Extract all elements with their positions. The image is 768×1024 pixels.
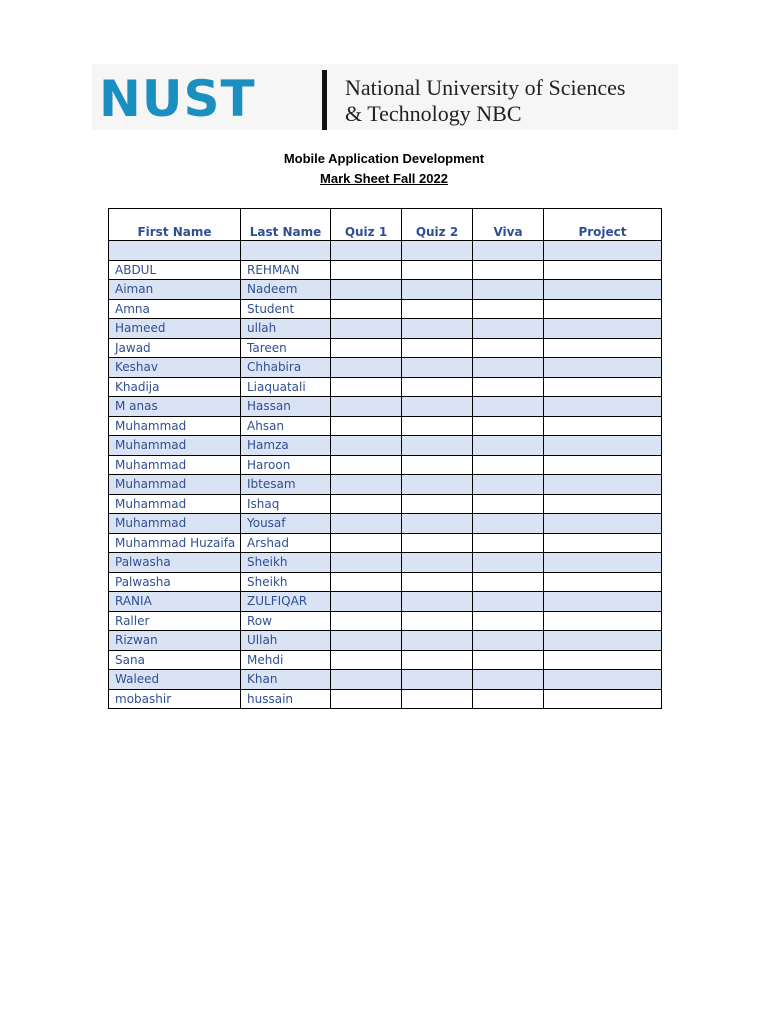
project-cell <box>544 260 662 280</box>
quiz-1-cell <box>331 260 402 280</box>
first-name-cell: Hameed <box>109 319 241 339</box>
project-cell <box>544 611 662 631</box>
first-name-cell: RANIA <box>109 592 241 612</box>
quiz-1-cell <box>331 592 402 612</box>
quiz-1-cell <box>331 553 402 573</box>
first-name-cell: Palwasha <box>109 572 241 592</box>
project-cell <box>544 299 662 319</box>
viva-cell <box>473 572 544 592</box>
course-title: Mobile Application Development <box>283 151 485 166</box>
quiz-2-cell <box>402 553 473 573</box>
project-cell <box>544 572 662 592</box>
viva-cell <box>473 494 544 514</box>
university-name-line2: & Technology NBC <box>345 101 522 126</box>
project-cell <box>544 241 662 261</box>
table-row <box>109 611 662 631</box>
table-row <box>109 436 662 456</box>
last-name-cell: Yousaf <box>241 514 331 534</box>
viva-cell <box>473 319 544 339</box>
project-cell <box>544 436 662 456</box>
last-name-cell: Liaquatali <box>241 377 331 397</box>
table-row <box>109 260 662 280</box>
project-cell <box>544 455 662 475</box>
project-cell <box>544 416 662 436</box>
last-name-cell: Hassan <box>241 397 331 417</box>
quiz-2-cell <box>402 436 473 456</box>
table-row <box>109 280 662 300</box>
last-name-cell: Ibtesam <box>241 475 331 495</box>
project-cell <box>544 494 662 514</box>
last-name-cell: ullah <box>241 319 331 339</box>
project-cell <box>544 650 662 670</box>
project-cell <box>544 689 662 709</box>
project-cell <box>544 358 662 378</box>
last-name-cell: Nadeem <box>241 280 331 300</box>
quiz-1-cell <box>331 358 402 378</box>
project-cell <box>544 533 662 553</box>
last-name-cell: hussain <box>241 689 331 709</box>
project-cell <box>544 592 662 612</box>
quiz-2-cell <box>402 260 473 280</box>
first-name-cell: Rizwan <box>109 631 241 651</box>
viva-cell <box>473 533 544 553</box>
header-project: Project <box>544 209 662 241</box>
university-name-line1: National University of Sciences <box>345 75 626 100</box>
quiz-2-cell <box>402 280 473 300</box>
table-row <box>109 358 662 378</box>
quiz-2-cell <box>402 533 473 553</box>
quiz-2-cell <box>402 670 473 690</box>
viva-cell <box>473 553 544 573</box>
quiz-1-cell <box>331 280 402 300</box>
quiz-2-cell <box>402 241 473 261</box>
last-name-cell: Khan <box>241 670 331 690</box>
mark-sheet-table <box>108 208 662 709</box>
quiz-2-cell <box>402 299 473 319</box>
quiz-2-cell <box>402 475 473 495</box>
table-row <box>109 397 662 417</box>
quiz-1-cell <box>331 338 402 358</box>
project-cell <box>544 670 662 690</box>
first-name-cell: Muhammad Huzaifa <box>109 533 241 553</box>
quiz-1-cell <box>331 455 402 475</box>
table-row <box>109 475 662 495</box>
quiz-1-cell <box>331 494 402 514</box>
quiz-1-cell <box>331 611 402 631</box>
viva-cell <box>473 455 544 475</box>
table-header-row <box>109 209 662 241</box>
first-name-cell: Muhammad <box>109 514 241 534</box>
viva-cell <box>473 260 544 280</box>
table-row <box>109 377 662 397</box>
table-row <box>109 650 662 670</box>
last-name-cell: Ullah <box>241 631 331 651</box>
quiz-1-cell <box>331 650 402 670</box>
nust-logo: NUST <box>99 70 256 128</box>
table-row <box>109 338 662 358</box>
last-name-cell: Sheikh <box>241 553 331 573</box>
quiz-1-cell <box>331 377 402 397</box>
first-name-cell: Jawad <box>109 338 241 358</box>
quiz-1-cell <box>331 631 402 651</box>
project-cell <box>544 338 662 358</box>
quiz-2-cell <box>402 455 473 475</box>
last-name-cell: Mehdi <box>241 650 331 670</box>
last-name-cell: ZULFIQAR <box>241 592 331 612</box>
project-cell <box>544 397 662 417</box>
quiz-2-cell <box>402 592 473 612</box>
table-row <box>109 689 662 709</box>
last-name-cell <box>241 241 331 261</box>
first-name-cell: Aiman <box>109 280 241 300</box>
quiz-2-cell <box>402 416 473 436</box>
quiz-2-cell <box>402 611 473 631</box>
first-name-cell: Waleed <box>109 670 241 690</box>
first-name-cell: Raller <box>109 611 241 631</box>
first-name-cell: mobashir <box>109 689 241 709</box>
quiz-2-cell <box>402 358 473 378</box>
last-name-cell: Arshad <box>241 533 331 553</box>
project-cell <box>544 377 662 397</box>
last-name-cell: Haroon <box>241 455 331 475</box>
quiz-2-cell <box>402 689 473 709</box>
university-name <box>345 75 685 127</box>
project-cell <box>544 280 662 300</box>
first-name-cell: M anas <box>109 397 241 417</box>
quiz-1-cell <box>331 475 402 495</box>
first-name-cell <box>109 241 241 261</box>
table-row <box>109 670 662 690</box>
first-name-cell: Muhammad <box>109 436 241 456</box>
viva-cell <box>473 299 544 319</box>
project-cell <box>544 514 662 534</box>
last-name-cell: Hamza <box>241 436 331 456</box>
table-row <box>109 572 662 592</box>
viva-cell <box>473 670 544 690</box>
quiz-1-cell <box>331 319 402 339</box>
quiz-1-cell <box>331 416 402 436</box>
viva-cell <box>473 338 544 358</box>
viva-cell <box>473 358 544 378</box>
last-name-cell: Row <box>241 611 331 631</box>
table-body <box>109 241 662 709</box>
quiz-1-cell <box>331 572 402 592</box>
project-cell <box>544 553 662 573</box>
last-name-cell: Student <box>241 299 331 319</box>
table-row <box>109 299 662 319</box>
viva-cell <box>473 689 544 709</box>
quiz-1-cell <box>331 436 402 456</box>
last-name-cell: Tareen <box>241 338 331 358</box>
last-name-cell: REHMAN <box>241 260 331 280</box>
header-quiz-2: Quiz 2 <box>402 209 473 241</box>
first-name-cell: Muhammad <box>109 416 241 436</box>
viva-cell <box>473 514 544 534</box>
quiz-2-cell <box>402 650 473 670</box>
table-row <box>109 514 662 534</box>
last-name-cell: Ahsan <box>241 416 331 436</box>
viva-cell <box>473 475 544 495</box>
viva-cell <box>473 241 544 261</box>
first-name-cell: Muhammad <box>109 494 241 514</box>
quiz-2-cell <box>402 319 473 339</box>
quiz-1-cell <box>331 533 402 553</box>
table-row <box>109 416 662 436</box>
project-cell <box>544 319 662 339</box>
viva-cell <box>473 611 544 631</box>
viva-cell <box>473 631 544 651</box>
first-name-cell: Muhammad <box>109 455 241 475</box>
quiz-2-cell <box>402 494 473 514</box>
quiz-2-cell <box>402 631 473 651</box>
sheet-title: Mark Sheet Fall 2022 <box>320 171 448 186</box>
quiz-1-cell <box>331 689 402 709</box>
header-quiz-1: Quiz 1 <box>331 209 402 241</box>
table-row <box>109 592 662 612</box>
quiz-2-cell <box>402 572 473 592</box>
quiz-2-cell <box>402 338 473 358</box>
viva-cell <box>473 436 544 456</box>
project-cell <box>544 631 662 651</box>
table-row <box>109 494 662 514</box>
quiz-1-cell <box>331 514 402 534</box>
last-name-cell: Sheikh <box>241 572 331 592</box>
table-row <box>109 631 662 651</box>
logo-divider <box>322 70 327 130</box>
quiz-2-cell <box>402 377 473 397</box>
header-viva: Viva <box>473 209 544 241</box>
first-name-cell: Muhammad <box>109 475 241 495</box>
table-row <box>109 241 662 261</box>
viva-cell <box>473 416 544 436</box>
first-name-cell: Sana <box>109 650 241 670</box>
viva-cell <box>473 397 544 417</box>
header-first-name: First Name <box>109 209 241 241</box>
first-name-cell: Keshav <box>109 358 241 378</box>
first-name-cell: ABDUL <box>109 260 241 280</box>
viva-cell <box>473 650 544 670</box>
quiz-2-cell <box>402 514 473 534</box>
project-cell <box>544 475 662 495</box>
quiz-1-cell <box>331 670 402 690</box>
first-name-cell: Khadija <box>109 377 241 397</box>
viva-cell <box>473 280 544 300</box>
first-name-cell: Amna <box>109 299 241 319</box>
last-name-cell: Ishaq <box>241 494 331 514</box>
table-row <box>109 553 662 573</box>
viva-cell <box>473 592 544 612</box>
table-row <box>109 533 662 553</box>
first-name-cell: Palwasha <box>109 553 241 573</box>
header-last-name: Last Name <box>241 209 331 241</box>
quiz-1-cell <box>331 397 402 417</box>
table-row <box>109 319 662 339</box>
last-name-cell: Chhabira <box>241 358 331 378</box>
viva-cell <box>473 377 544 397</box>
quiz-2-cell <box>402 397 473 417</box>
quiz-1-cell <box>331 299 402 319</box>
quiz-1-cell <box>331 241 402 261</box>
table-row <box>109 455 662 475</box>
